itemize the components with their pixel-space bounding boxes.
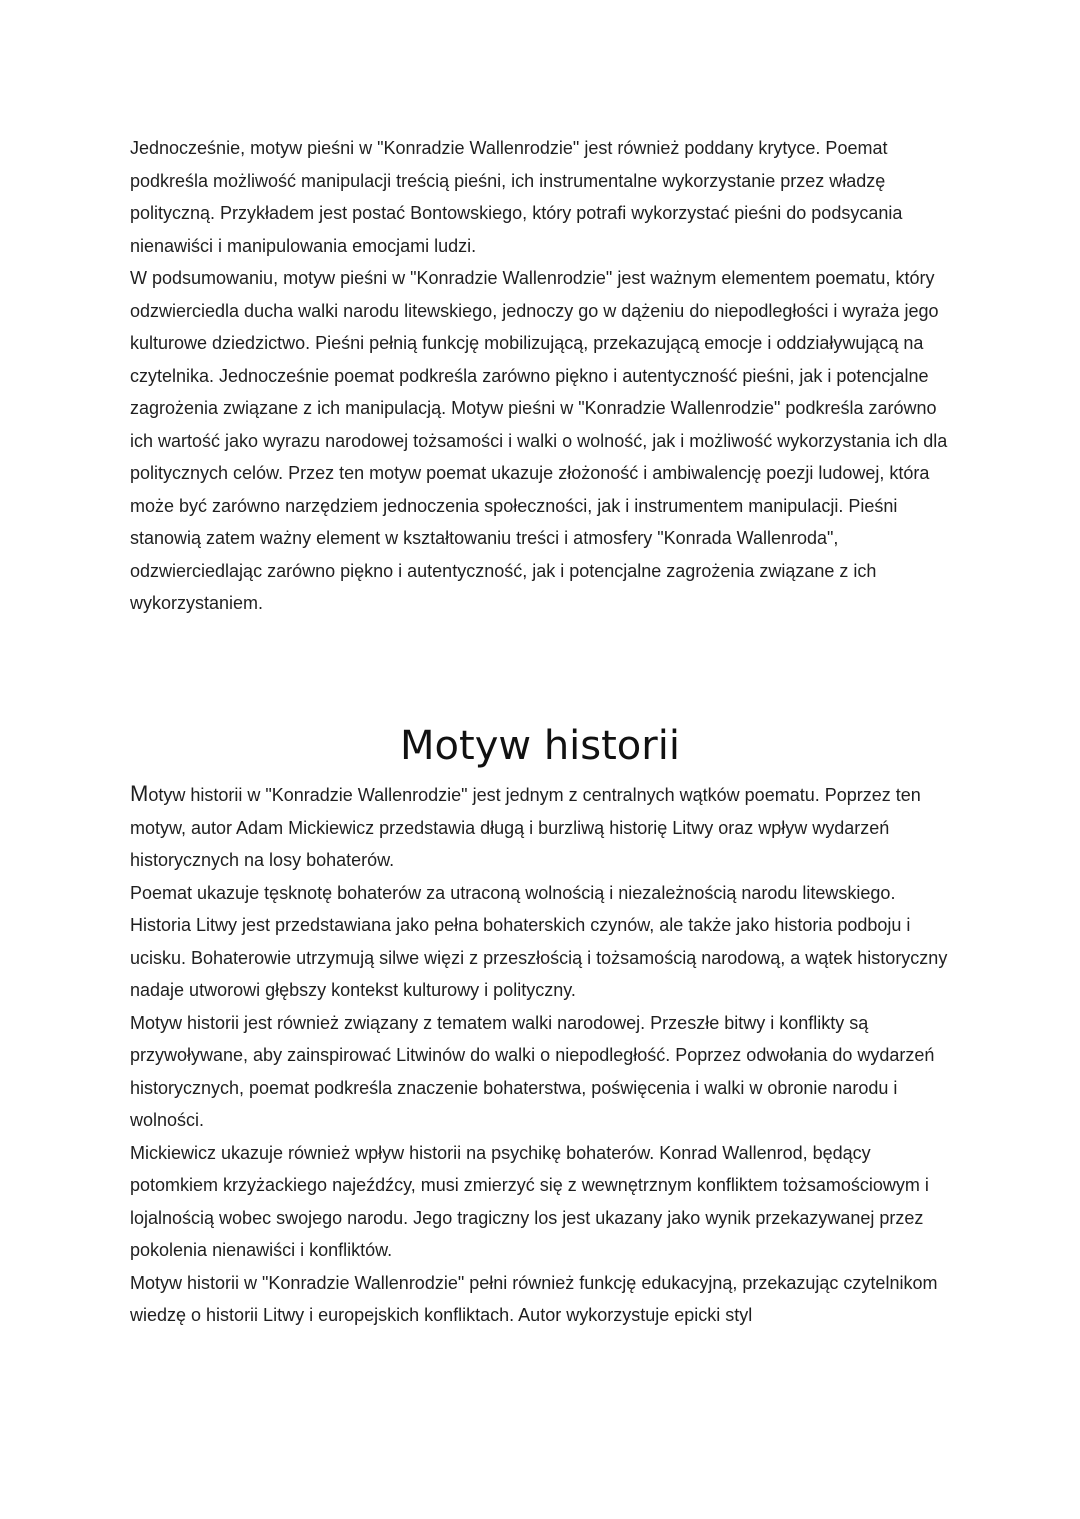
first-letter: M: [130, 781, 149, 806]
paragraph-text: otyw historii w "Konradzie Wallenrodzie" jest jednym z centralnych wątków poematu. Poprzez ten motyw, autor Adam Mickiewicz przedstawia długą i burzliwą historię Litwy oraz wpływ wydarzeń historycznych na losy bohaterów.: [130, 785, 921, 870]
section-song-motif-text: [130, 132, 950, 620]
paragraph: W podsumowaniu, motyw pieśni w "Konradzie Wallenrodzie" jest ważnym elementem poematu, który odzwierciedla ducha walki narodu litewskiego, jednoczy go w dążeniu do niepodległości i wyraża jego kulturowe dziedzictwo. Pieśni pełnią funkcję mobilizującą, przekazującą emocje i oddziaływującą na czytelnika. Jednocześnie poemat podkreśla zarówno piękno i autentyczność pieśni, jak i potencjalne zagrożenia związane z ich manipulacją. Motyw pieśni w "Konradzie Wallenrodzie" podkreśla zarówno ich wartość jako wyrazu narodowej tożsamości i walki o wolność, jak i możliwość wykorzystania ich dla politycznych celów. Przez ten motyw poemat ukazuje złożoność i ambiwalencję poezji ludowej, która może być zarówno narzędziem jednoczenia społeczności, jak i instrumentem manipulacji. Pieśni stanowią zatem ważny element w kształtowaniu treści i atmosfery "Konrada Wallenroda", odzwierciedlając zarówno piękno i autentyczność, jak i potencjalne zagrożenia związane z ich wykorzystaniem.: [130, 268, 948, 613]
paragraph: Poemat ukazuje tęsknotę bohaterów za utraconą wolnością i niezależnością narodu litewskiego. Historia Litwy jest przedstawiana jako pełna bohaterskich czynów, ale także jako historia podboju i ucisku. Bohaterowie utrzymują silwe więzi z przeszłością i tożsamością narodową, a wątek historyczny nadaje utworowi głębszy kontekst kulturowy i polityczny.: [130, 882, 948, 1000]
paragraph: Mickiewicz ukazuje również wpływ historii na psychikę bohaterów. Konrad Wallenrod, będący potomkiem krzyżackiego najeźdźcy, musi zmierzyć się z wewnętrznym konfliktem tożsamościowym i lojalnością wobec swojego narodu. Jego tragiczny los jest ukazany jako wynik przekazywanej przez pokolenia nienawiści i konfliktów.: [130, 1142, 929, 1260]
section-history-motif-text: [130, 778, 950, 1332]
section-title: Motyw historii: [400, 723, 680, 769]
paragraph: Motyw historii w "Konradzie Wallenrodzie" pełni również funkcję edukacyjną, przekazując czytelnikom wiedzę o historii Litwy i europejskich konfliktach. Autor wykorzystuje epicki styl: [130, 1272, 938, 1325]
paragraph: [130, 778, 950, 877]
paragraph: Motyw historii jest również związany z tematem walki narodowej. Przeszłe bitwy i konflikty są przywoływane, aby zainspirować Litwinów do walki o niepodległość. Poprzez odwołania do wydarzeń historycznych, poemat podkreśla znaczenie bohaterstwa, poświęcenia i walki w obronie narodu i wolności.: [130, 1012, 935, 1130]
paragraph: Jednocześnie, motyw pieśni w "Konradzie Wallenrodzie" jest również poddany krytyce. Poemat podkreśla możliwość manipulacji treścią pieśni, ich instrumentalne wykorzystanie przez władzę polityczną. Przykładem jest postać Bontowskiego, który potrafi wykorzystać pieśni do podsycania nienawiści i manipulowania emocjami ludzi.: [130, 138, 903, 256]
